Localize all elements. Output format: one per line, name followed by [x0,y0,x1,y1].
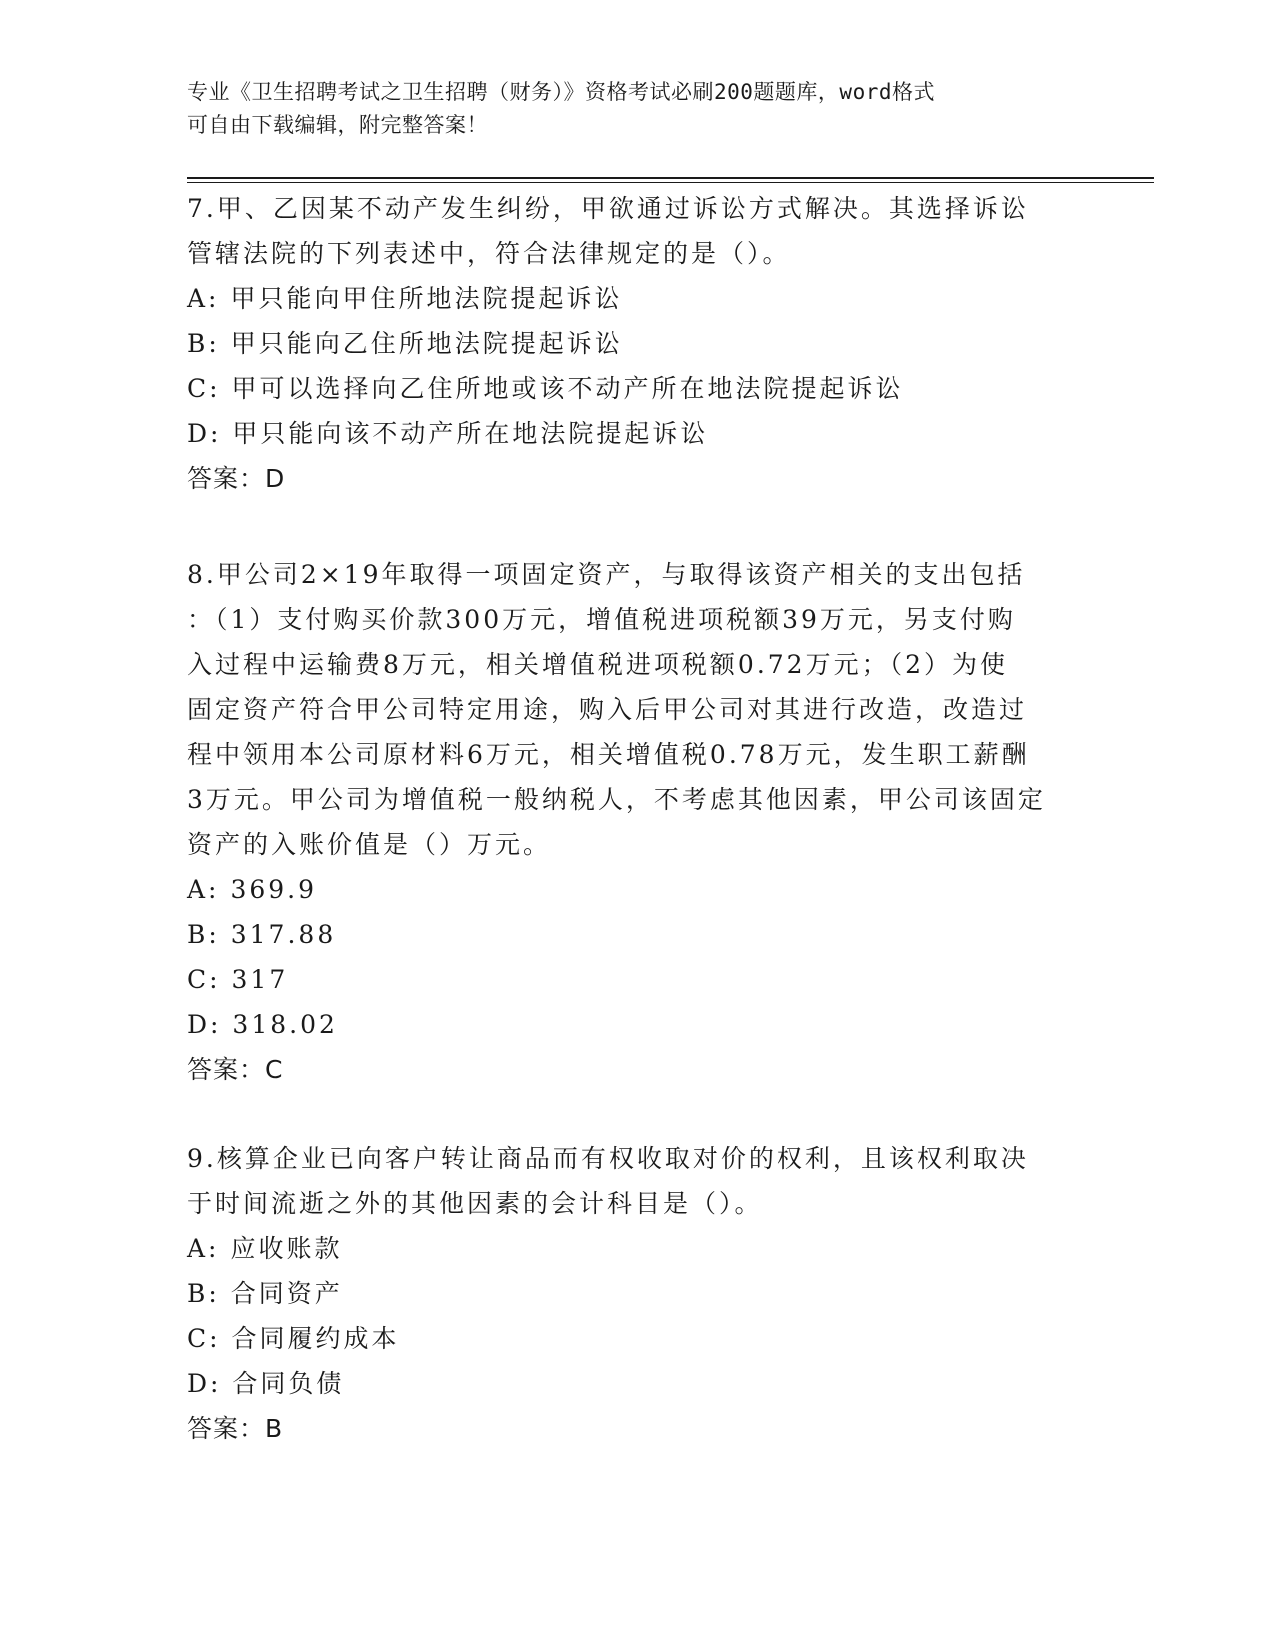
question-stem-line: 于时间流逝之外的其他因素的会计科目是（）。 [187,1189,763,1218]
question-stem-line: 程中领用本公司原材料6万元，相关增值税0.78万元，发生职工薪酬 [187,740,1030,769]
option-letter: A: [187,1234,220,1263]
answer-line: 答案：D [187,464,286,493]
option-text: 318.02 [232,1010,338,1039]
option-c [187,957,1077,1002]
option-d [187,411,1077,456]
option-b [187,912,1077,957]
option-text: 甲可以选择向乙住所地或该不动产所在地法院提起诉讼 [231,374,904,403]
option-b [187,321,1077,366]
question-stem-line: 7.甲、乙因某不动产发生纠纷，甲欲通过诉讼方式解决。其选择诉讼 [187,194,1029,223]
option-b [187,1271,1077,1316]
question-stem-line: 入过程中运输费8万元，相关增值税进项税额0.72万元；（2）为使 [187,650,1008,679]
question-8 [187,552,1077,1092]
option-letter: D: [187,1010,222,1039]
question-7 [187,186,1077,501]
option-letter: B: [187,1279,220,1308]
option-letter: D: [187,419,222,448]
option-d [187,1002,1077,1047]
option-letter: B: [187,920,220,949]
header-line-2: 可自由下载编辑，附完整答案！ [187,113,488,137]
question-stem-line: ：（1）支付购买价款300万元，增值税进项税额39万元，另支付购 [187,605,1016,634]
answer-line: 答案：C [187,1055,284,1084]
option-letter: A: [187,284,220,313]
option-letter: B: [187,329,220,358]
option-a [187,867,1077,912]
option-text: 369.9 [230,875,318,904]
question-stem-line: 管辖法院的下列表述中，符合法律规定的是（）。 [187,239,791,268]
option-a [187,1226,1077,1271]
option-text: 应收账款 [230,1234,343,1263]
option-a [187,276,1077,321]
option-text: 甲只能向该不动产所在地法院提起诉讼 [232,419,709,448]
header-line-1: 专业《卫生招聘考试之卫生招聘（财务）》资格考试必刷200题题库，word格式 [187,80,935,104]
option-text: 317 [231,965,289,994]
option-text: 317.88 [230,920,337,949]
option-letter: A: [187,875,220,904]
question-stem-line: 固定资产符合甲公司特定用途，购入后甲公司对其进行改造，改造过 [187,695,1028,724]
option-d [187,1361,1077,1406]
question-stem-line: 9.核算企业已向客户转让商品而有权收取对价的权利，且该权利取决 [187,1144,1029,1173]
answer-line: 答案：B [187,1414,284,1443]
option-letter: C: [187,374,221,403]
option-text: 合同资产 [230,1279,343,1308]
option-c [187,1316,1077,1361]
question-9 [187,1136,1077,1451]
question-stem-line: 资产的入账价值是（）万元。 [187,830,552,859]
option-text: 甲只能向甲住所地法院提起诉讼 [230,284,623,313]
option-letter: C: [187,965,221,994]
option-text: 合同履约成本 [231,1324,400,1353]
header-divider-thick [187,177,1154,179]
question-stem-line: 8.甲公司2×19年取得一项固定资产，与取得该资产相关的支出包括 [187,560,1026,589]
option-text: 合同负债 [232,1369,345,1398]
option-letter: D: [187,1369,222,1398]
option-c [187,366,1077,411]
option-text: 甲只能向乙住所地法院提起诉讼 [230,329,623,358]
document-header [187,76,1067,142]
question-stem-line: 3万元。甲公司为增值税一般纳税人，不考虑其他因素，甲公司该固定 [187,785,1046,814]
header-divider-thin [187,182,1154,183]
option-letter: C: [187,1324,221,1353]
